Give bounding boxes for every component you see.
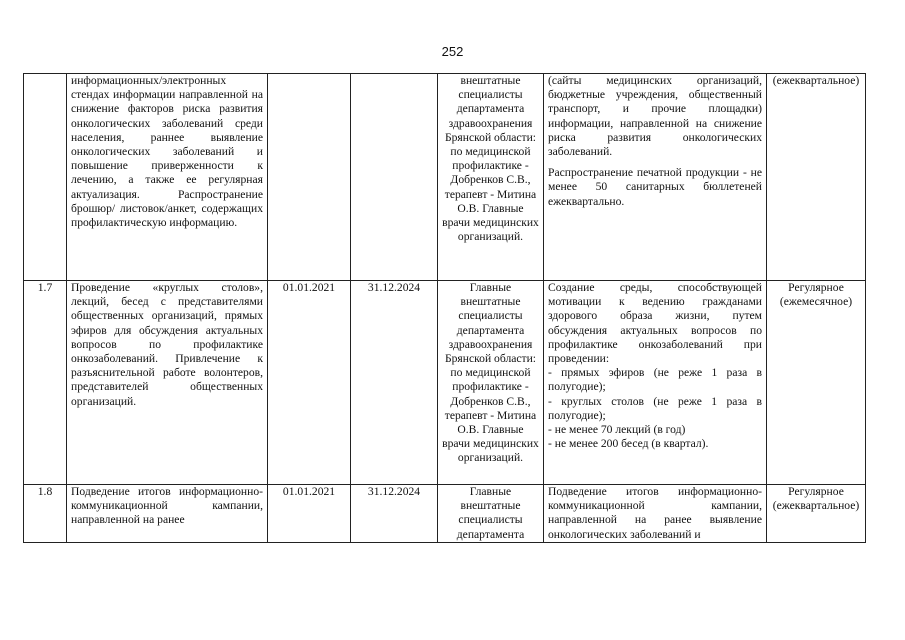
result-cell <box>544 281 767 485</box>
activity-cell <box>67 74 268 281</box>
row-number: 1.8 <box>24 485 67 543</box>
result-text: Создание среды, способствующей мотивации к ведению гражданами здорового образа жизни, путем обсуждения актуальных вопросов по профилактике онкозаболеваний при проведении: <box>548 281 762 366</box>
activity-text: Подведение итогов информационно-коммуникационной кампании, направленной на ранее <box>71 485 263 527</box>
frequency-cell: (ежеквартальное) <box>767 74 866 281</box>
start-date: 01.01.2021 <box>268 281 351 485</box>
responsible-cell: Главные внештатные специалисты департамента <box>438 485 544 543</box>
row-number: 1.7 <box>24 281 67 485</box>
result-text: - не менее 70 лекций (в год) <box>548 423 686 437</box>
end-date <box>351 74 438 281</box>
end-date: 31.12.2024 <box>351 281 438 485</box>
result-text: - не менее 200 бесед (в квартал). <box>548 437 709 451</box>
start-date: 01.01.2021 <box>268 485 351 543</box>
row-number <box>24 74 67 281</box>
table-row <box>24 74 866 281</box>
table-row <box>24 281 866 485</box>
activity-text: Проведение «круглых столов», лекций, бесед с представителями общественных организаций, прямых эфиров для обсуждения актуальных вопросов по профилактике онкозаболеваний. Привлечение к разъяснительной работе волонтеров, представителей общественных организаций. <box>71 281 263 408</box>
result-text: - круглых столов (не реже 1 раза в полугодие); <box>548 394 762 422</box>
frequency-cell: Регулярное (ежеквартальное) <box>767 485 866 543</box>
page-number: 252 <box>441 44 464 59</box>
table-row <box>24 485 866 543</box>
end-date: 31.12.2024 <box>351 485 438 543</box>
activity-cell <box>67 281 268 485</box>
responsible-cell: Главные внештатные специалисты департамента здравоохранения Брянской области: по медицинской профилактике - Добренков С.В., терапевт - Митина О.В. Главные врачи медицинских организаций. <box>438 281 544 485</box>
activity-cell <box>67 485 268 543</box>
result-text: - прямых эфиров (не реже 1 раза в полугодие); <box>548 366 762 394</box>
result-text: (сайты медицинских организаций, бюджетные учреждения, общественный транспорт, и прочие площадки) информации, направленной на снижение риска развития онкологических заболеваний. <box>548 74 762 159</box>
result-cell <box>544 485 767 543</box>
responsible-cell: внештатные специалисты департамента здравоохранения Брянской области: по медицинской профилактике - Добренков С.В., терапевт - Митина О.В. Главные врачи медицинских организаций. <box>438 74 544 281</box>
result-text: Распространение печатной продукции - не менее 50 санитарных бюллетеней ежеквартально. <box>548 166 762 208</box>
measures-table <box>23 73 866 543</box>
frequency-cell: Регулярное (ежемесячное) <box>767 281 866 485</box>
result-cell <box>544 74 767 281</box>
result-text: Подведение итогов информационно-коммуникационной кампании, направленной на ранее выявление онкологических заболеваний и <box>548 485 762 541</box>
start-date <box>268 74 351 281</box>
activity-text: информационных/электронных стендах информации направленной на снижение факторов риска развития онкологических заболеваний среди населения, раннее выявление онкологических заболеваний и повышение приверженности к лечению, а также ее регулярная актуализация. Распространение брошюр/ листовок/анкет, содержащих профилактическую информацию. <box>71 74 263 230</box>
